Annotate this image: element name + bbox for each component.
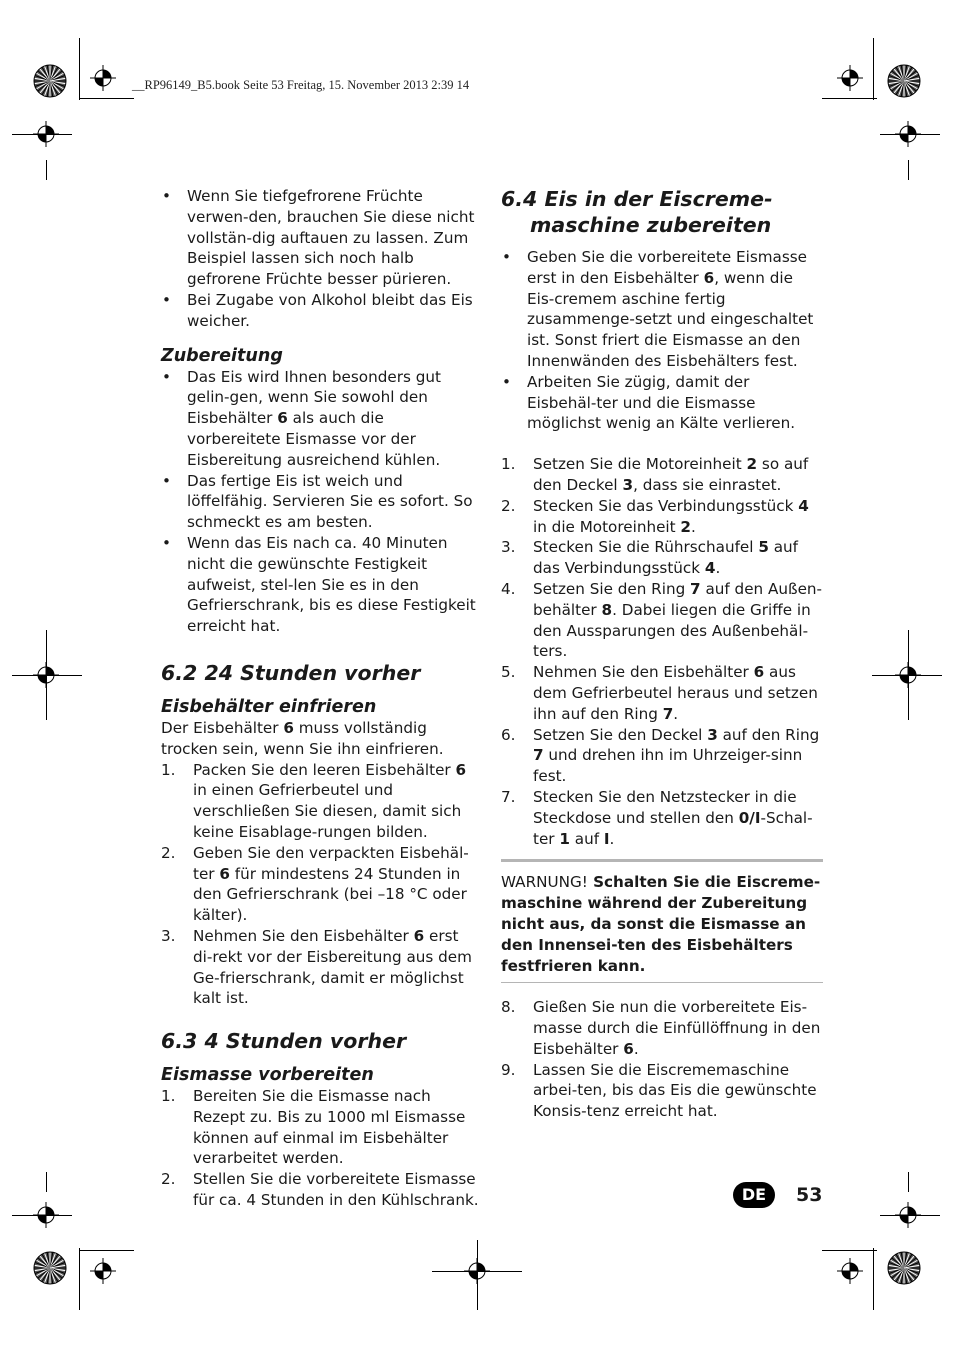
step-item: 1. Setzen Sie die Motoreinheit 2 so auf den Deckel 3, dass sie einrastet.: [501, 455, 809, 494]
crop-mark: [79, 38, 80, 100]
section-6-4-heading-line2: maschine zubereiten: [530, 213, 772, 237]
section-6-2-intro: Der Eisbehälter 6 muss vollständig trocken sein, wenn Sie ihn einfrieren.: [161, 718, 444, 758]
step-number: 2.: [161, 843, 176, 862]
step-number: 9.: [501, 1060, 516, 1079]
crop-mark: [880, 134, 940, 135]
step-number: 1.: [501, 455, 516, 474]
step-item: 9. Lassen Sie die Eiscrememaschine arbei-ten, bis das Eis die gewünschte Konsis-tenz erreicht hat.: [501, 1060, 817, 1121]
bullet-item: • Bei Zugabe von Alkohol bleibt das Eis weicher.: [161, 290, 481, 332]
section-6-4-heading: [501, 186, 823, 238]
step-item: 1. Packen Sie den leeren Eisbehälter 6 in einen Gefrierbeutel und verschließen Sie diesen, damit sich keine Eisablage-rungen bilden.: [161, 760, 467, 841]
step-item: 1. Bereiten Sie die Eismasse nach Rezept zu. Bis zu 1000 ml Eismasse können auf einmal im Eisbehälter verarbeitet werden.: [161, 1087, 466, 1168]
bullet-item: • Wenn das Eis nach ca. 40 Minuten nicht die gewünschte Festigkeit aufweist, stel-len Sie es in den Gefrierschrank, bis es diese Festigkeit erreicht hat.: [161, 533, 481, 637]
crop-mark: [12, 675, 82, 676]
section-6-4-bullet-list: [501, 247, 823, 434]
registration-star-icon: [887, 64, 921, 98]
step-number: 5.: [501, 663, 516, 682]
language-badge: DE: [733, 1182, 775, 1208]
step-item: 6. Setzen Sie den Deckel 3 auf den Ring 7 und drehen ihn im Uhrzeiger-sinn fest.: [501, 725, 820, 786]
eismasse-vorbereiten-heading: Eismasse vorbereiten: [161, 1065, 374, 1086]
step-item: 8. Gießen Sie nun die vorbereitete Eis-masse durch die Einfüllöffnung in den Eisbehälter 6.: [501, 998, 821, 1058]
section-6-2-steps: [161, 760, 481, 1010]
crop-mark: [908, 160, 909, 180]
registration-star-icon: [887, 1251, 921, 1285]
section-6-3-steps: [161, 1086, 481, 1211]
step-number: 1.: [161, 760, 176, 779]
crop-mark: [873, 38, 874, 100]
page-number: 53: [796, 1184, 823, 1206]
step-item: 7. Stecken Sie den Netzstecker in die Steckdose und stellen den 0/I-Schal-ter 1 auf I.: [501, 787, 813, 848]
crop-mark: [79, 1250, 134, 1251]
eisbehaelter-einfrieren-heading: Eisbehälter einfrieren: [161, 696, 377, 717]
crop-mark: [880, 1215, 940, 1216]
section-6-3-heading: 6.3 4 Stunden vorher: [161, 1029, 407, 1054]
step-number: 6.: [501, 725, 516, 744]
registration-target-icon: [90, 1258, 116, 1284]
bullet-item: • Geben Sie die vorbereitete Eismasse erst in den Eisbehälter 6, wenn die Eis-cremem aschine fertig zusammenge-setzt und eingeschaltet ist. Sonst friert die Eismasse an den Innenwänden des Eisbehälters fest.: [501, 247, 823, 372]
bullet-item: • Wenn Sie tiefgefrorene Früchte verwen-den, brauchen Sie diese nicht vollstän-dig auftauen zu lassen. Zum Beispiel lassen sich noch halb gefrorene Früchte besser pürieren.: [161, 186, 481, 290]
bullet-item: • Arbeiten Sie zügig, damit der Eisbehäl-ter und die Eismasse möglichst wenig an Kälte verlieren.: [501, 372, 823, 434]
step-number: 3.: [161, 926, 176, 945]
bullet-item: • Das fertige Eis ist weich und löffelfähig. Servieren Sie es sofort. So schmeckt es am besten.: [161, 471, 481, 533]
registration-star-icon: [33, 1251, 67, 1285]
registration-target-icon: [837, 1258, 863, 1284]
step-item: 2. Geben Sie den verpackten Eisbehäl-ter 6 für mindestens 24 Stunden in den Gefrierschrank (bei –18 °C oder kälter).: [161, 843, 469, 925]
crop-mark: [822, 1250, 877, 1251]
step-number: 3.: [501, 538, 516, 557]
step-item: 2. Stecken Sie das Verbindungsstück 4 in die Motoreinheit 2.: [501, 496, 809, 536]
registration-star-icon: [33, 64, 67, 98]
registration-target-icon: [90, 65, 116, 91]
registration-target-icon: [837, 65, 863, 91]
crop-mark: [12, 1215, 72, 1216]
header-slug: __RP96149_B5.book Seite 53 Freitag, 15. November 2013 2:39 14: [132, 78, 470, 92]
crop-mark: [46, 160, 47, 180]
right-column: [501, 186, 823, 1122]
crop-mark: [822, 98, 877, 99]
zubereitung-bullet-list: [161, 367, 481, 637]
crop-mark: [477, 1240, 478, 1310]
step-number: 2.: [501, 496, 516, 515]
left-column: [161, 186, 481, 1211]
crop-mark: [46, 1172, 47, 1192]
section-6-4-heading-line1: 6.4 Eis in der Eiscreme-: [501, 187, 773, 211]
section-6-4-steps-continued: [501, 997, 823, 1122]
step-item: 3. Nehmen Sie den Eisbehälter 6 erst di-rekt vor der Eisbereitung aus dem Ge-frierschrank, damit er möglichst kalt ist.: [161, 926, 472, 1008]
zubereitung-heading: Zubereitung: [161, 345, 283, 366]
step-item: 5. Nehmen Sie den Eisbehälter 6 aus dem Gefrierbeutel heraus und setzen ihn auf den Ring 7.: [501, 663, 818, 723]
bullet-item: • Das Eis wird Ihnen besonders gut gelin-gen, wenn Sie sowohl den Eisbehälter 6 als auch die vorbereitete Eismasse vor der Eisbereitung ausreichend kühlen.: [161, 367, 481, 471]
step-number: 7.: [501, 787, 516, 806]
step-number: 1.: [161, 1087, 176, 1106]
crop-mark: [872, 675, 942, 676]
crop-mark: [79, 1248, 80, 1310]
step-number: 8.: [501, 998, 516, 1017]
crop-mark: [79, 98, 134, 99]
intro-bullet-list: [161, 186, 481, 332]
step-item: 2. Stellen Sie die vorbereitete Eismasse für ca. 4 Stunden in den Kühlschrank.: [161, 1170, 479, 1210]
section-6-4-steps: [501, 454, 823, 849]
step-item: 4. Setzen Sie den Ring 7 auf den Außen-behälter 8. Dabei liegen die Griffe in den Aussparungen des Außenbehäl-ters.: [501, 579, 823, 661]
warning-box: WARNUNG! Schalten Sie die Eiscreme-maschine während der Zubereitung nicht aus, da sonst die Eismasse an den Innensei-ten des Eisbehälters festfrieren kann.: [501, 873, 821, 975]
step-number: 4.: [501, 579, 516, 598]
crop-mark: [873, 1248, 874, 1310]
crop-mark: [12, 134, 72, 135]
crop-mark: [908, 1172, 909, 1192]
step-number: 2.: [161, 1170, 176, 1189]
step-item: 3. Stecken Sie die Rührschaufel 5 auf das Verbindungsstück 4.: [501, 538, 799, 578]
section-6-2-heading: 6.2 24 Stunden vorher: [161, 660, 421, 685]
